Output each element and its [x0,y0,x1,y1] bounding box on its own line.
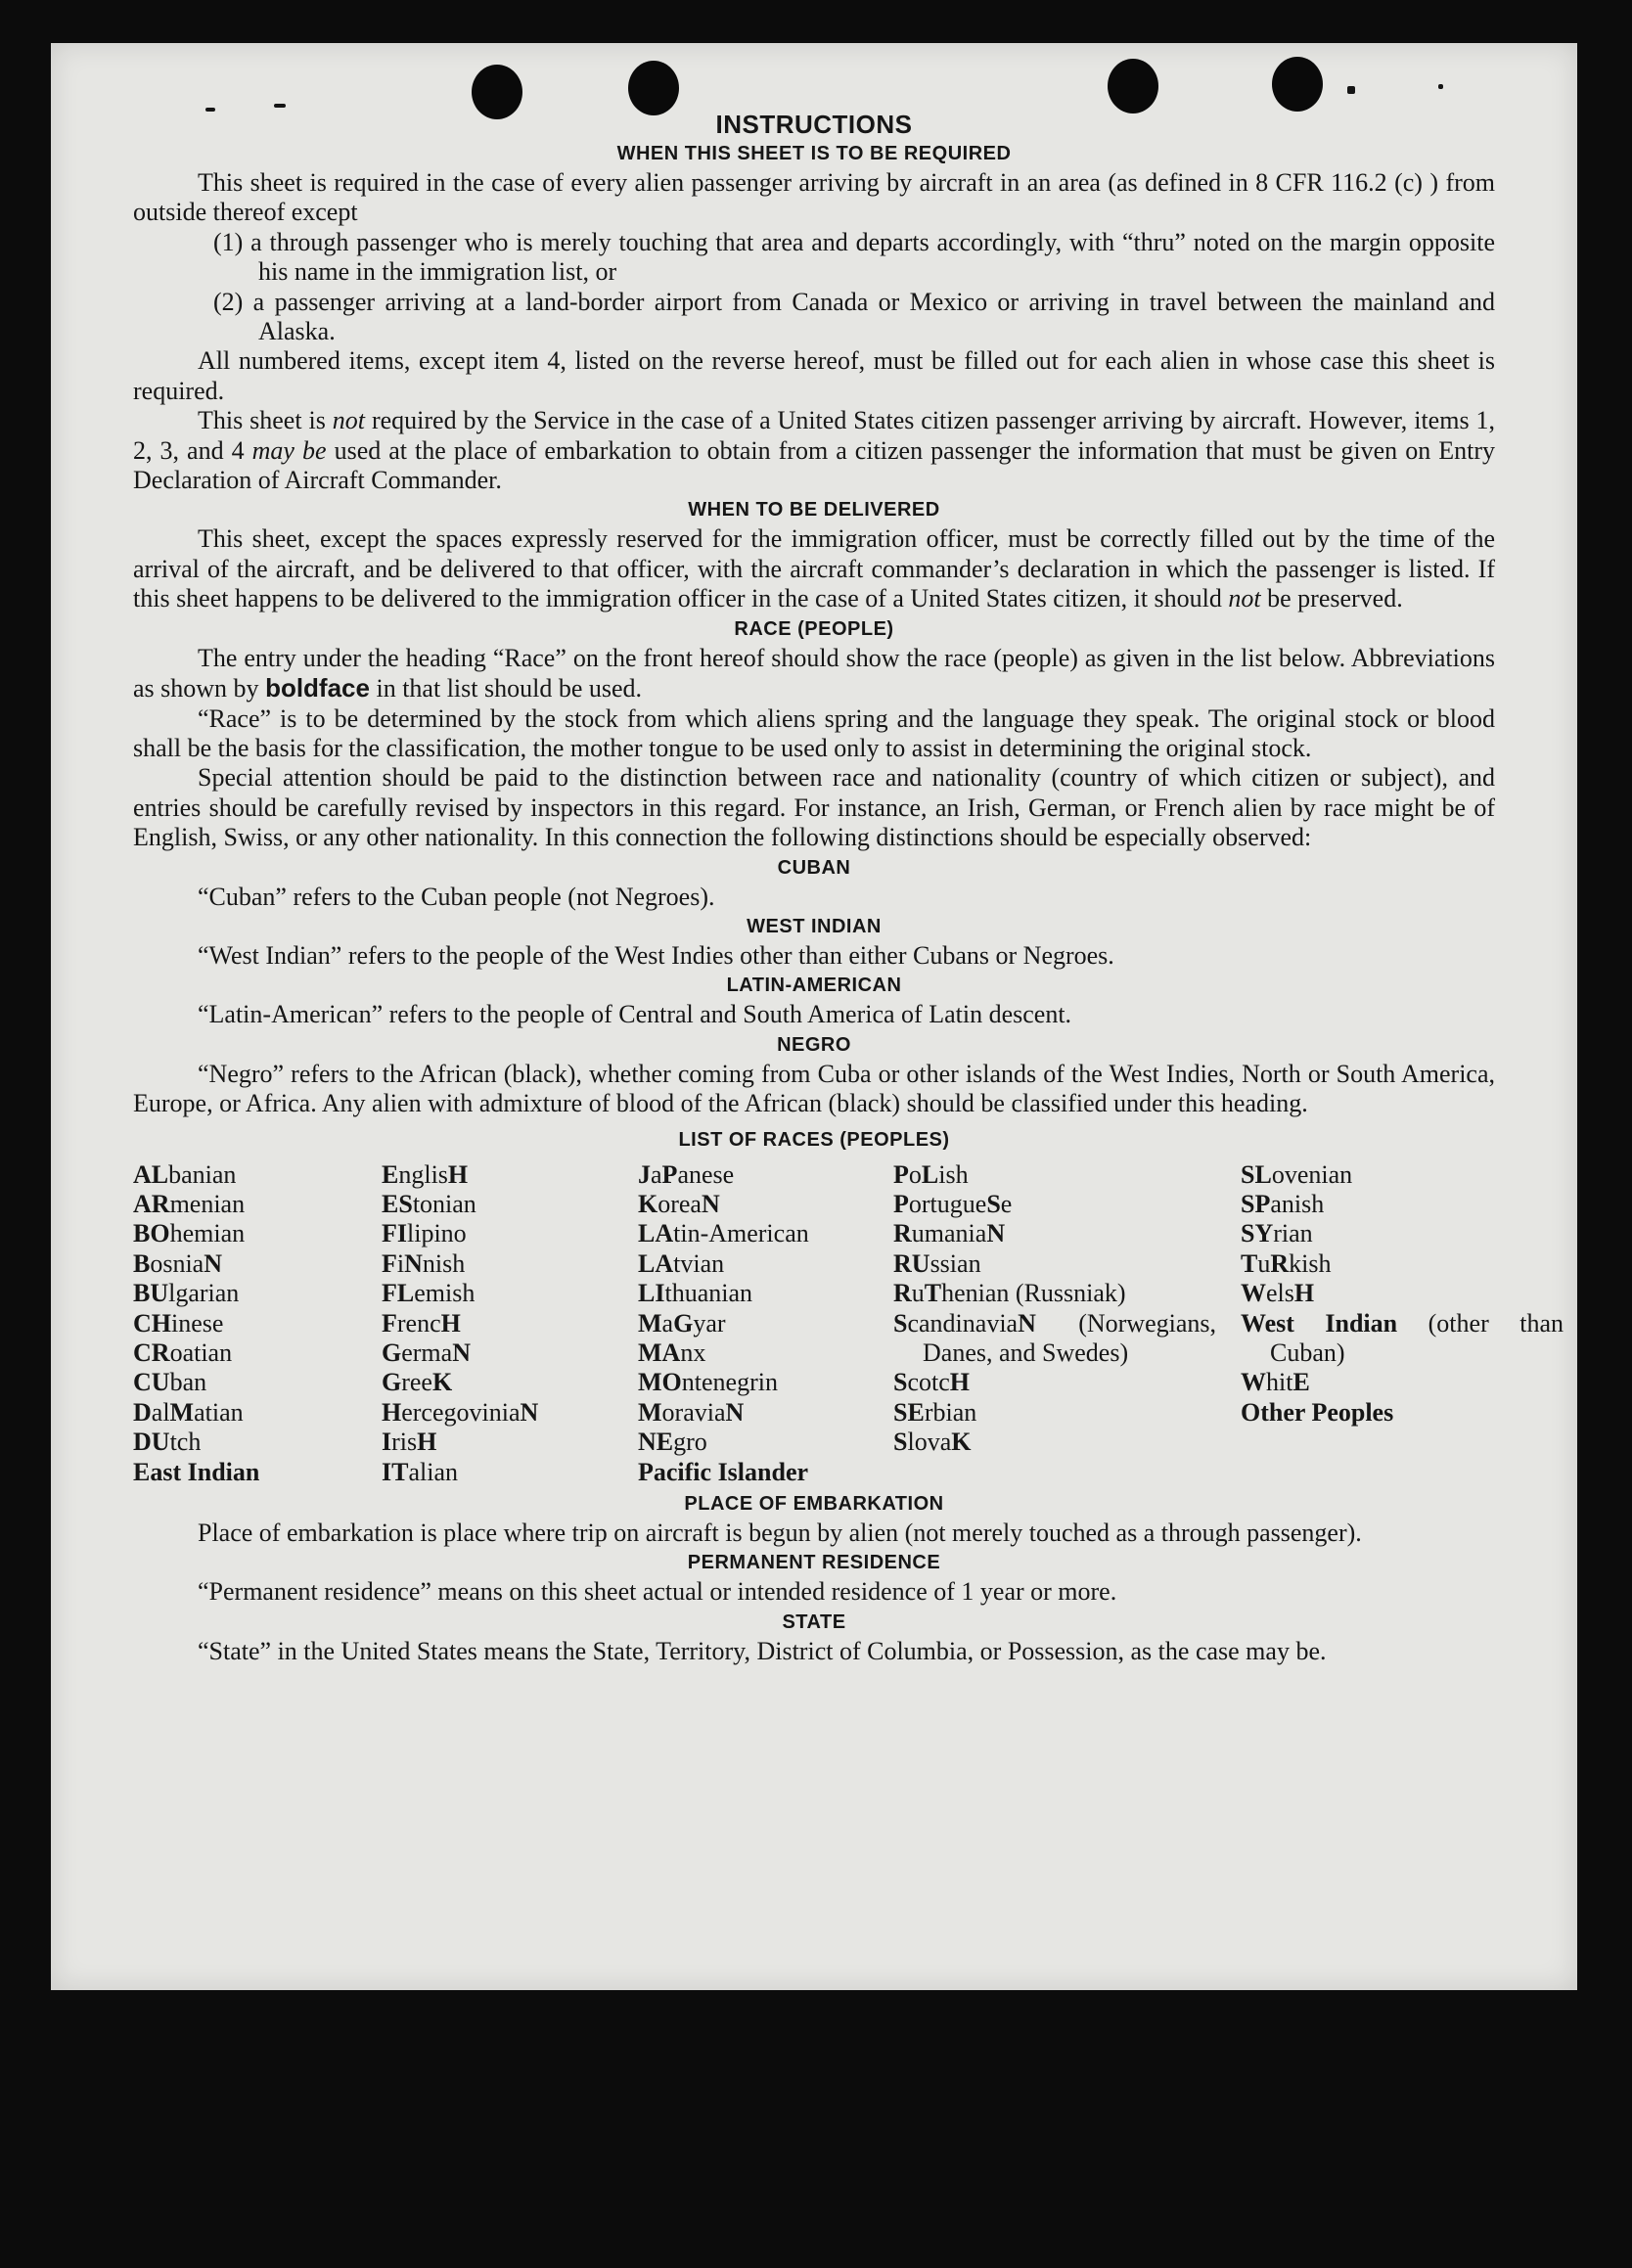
race-text: tonian [412,1189,476,1218]
race-abbrev: K [951,1428,972,1457]
race-text: rbian [924,1397,977,1427]
race-abbrev: H [447,1159,469,1189]
race-text: al [151,1397,170,1427]
race-item [1241,1368,1495,1397]
race-abbrev: Other Peoples [1241,1397,1394,1427]
race-text: banian [168,1159,237,1189]
list-item: (1) a through passenger who is merely touching that area and departs accordingly, with “thru” noted on the margin opposite his name in the immigration list, or [213,227,1495,287]
race-text: lgarian [168,1279,240,1308]
race-text: els [1266,1279,1294,1308]
race-abbrev: W [1241,1368,1266,1397]
race-abbrev: S [893,1308,908,1338]
paragraph [133,644,1495,704]
race-item [638,1160,893,1190]
race-text: osnia [150,1248,204,1278]
race-text: ban [169,1368,207,1397]
race-text: ree [401,1368,432,1397]
race-abbrev: S [893,1428,908,1457]
race-item [133,1398,382,1428]
race-abbrev: SY [1241,1219,1274,1248]
race-list [133,1159,1564,1487]
section-heading: CUBAN [777,856,851,879]
race-text: inese [171,1308,224,1338]
race-abbrev: ES [382,1189,413,1218]
race-abbrev: S [893,1368,908,1397]
race-text: nglis [398,1159,448,1189]
race-item [638,1338,893,1368]
punch-hole [1108,59,1158,113]
text: may be [251,435,327,465]
text: required by the Service in the case of a United States citizen passenger arriving by aircraft. However, items 1, 2, 3, and 4 [133,406,1495,465]
race-text: tch [169,1428,202,1457]
list-item: (2) a passenger arriving at a land-border airport from Canada or Mexico or arriving in travel between the mainland and Alaska. [213,287,1495,346]
race-abbrev: I [382,1428,392,1457]
race-text: cotc [907,1368,950,1397]
race-item [638,1249,893,1279]
paragraph: “Negro” refers to the African (black), whether coming from Cuba or other islands of the West Indies, North or South America, Europe, or Africa. Any alien with admixture of blood of the African (black) should be classified under this heading. [133,1059,1495,1118]
text: This sheet is [198,406,333,435]
paragraph: “West Indian” refers to the people of the West Indies other than either Cubans or Negroes. [198,940,1114,970]
race-abbrev: SE [893,1397,925,1427]
race-text: u [911,1279,925,1308]
race-text: anish [1270,1189,1325,1218]
race-text: gro [673,1428,707,1457]
section-heading: WHEN TO BE DELIVERED [688,499,940,522]
race-abbrev: G [382,1338,402,1367]
race-abbrev: CR [133,1338,170,1367]
section-heading: WHEN THIS SHEET IS TO BE REQUIRED [616,143,1012,164]
race-text: emish [414,1279,476,1308]
race-item [638,1309,893,1338]
race-item [382,1309,638,1338]
race-abbrev: F [382,1308,397,1338]
race-text: erma [401,1338,453,1367]
race-column [382,1160,638,1487]
section-heading: STATE [782,1610,846,1633]
paragraph: This sheet is required in the case of every alien passenger arriving by aircraft in an area (as defined in 8 CFR 116.2 (c) ) from outside thereof except [133,168,1495,227]
race-item [893,1190,1241,1219]
race-abbrev: NE [638,1428,674,1457]
text: The entry under the heading “Race” on the front hereof should show the race (people) as given in the list below. Abbreviations as shown by [133,643,1495,703]
race-abbrev: N [701,1189,720,1218]
race-item [638,1458,893,1487]
race-abbrev: FI [382,1219,407,1248]
race-item [382,1249,638,1279]
race-abbrev: E [1292,1368,1310,1397]
race-abbrev: AR [133,1189,170,1218]
race-abbrev: P [893,1159,909,1189]
race-item [133,1160,382,1190]
race-abbrev: H [1293,1279,1315,1308]
race-abbrev: M [169,1397,195,1427]
race-item [382,1458,638,1487]
text: not [332,406,366,435]
race-abbrev: T [924,1279,942,1308]
race-column [638,1160,893,1487]
speck [274,104,286,108]
race-text: nx [680,1338,706,1367]
race-text: lova [907,1428,952,1457]
race-text: (Norwegians, Danes, and Swedes) [923,1308,1216,1367]
race-text: ovenian [1271,1159,1353,1189]
race-abbrev: Pacific Islander [638,1457,809,1486]
race-item [1241,1249,1495,1279]
race-item [133,1219,382,1248]
race-item [638,1219,893,1248]
race-abbrev: N [452,1338,471,1367]
race-abbrev: BU [133,1279,169,1308]
paragraph: “State” in the United States means the State, Territory, District of Columbia, or Possession, as the case may be. [198,1636,1327,1665]
race-abbrev: P [893,1189,909,1218]
race-text: atian [194,1397,244,1427]
race-abbrev: West Indian [1241,1308,1398,1338]
race-text: oatian [169,1338,233,1367]
race-abbrev: SL [1241,1159,1272,1189]
race-item [638,1398,893,1428]
race-abbrev: MO [638,1368,682,1397]
race-item [893,1368,1241,1397]
race-item [1241,1219,1495,1248]
race-text: tin-American [673,1219,809,1248]
race-item [133,1249,382,1279]
race-item [638,1368,893,1397]
race-abbrev: R [893,1279,912,1308]
text: be preserved. [1260,584,1403,613]
race-abbrev: K [638,1189,658,1218]
race-item [382,1398,638,1428]
race-text: ssian [929,1248,981,1278]
race-abbrev: N [520,1397,539,1427]
race-abbrev: N [204,1248,223,1278]
race-abbrev: RU [893,1248,930,1278]
document-sheet [51,43,1577,1990]
race-item [133,1368,382,1397]
race-abbrev: N [986,1219,1006,1248]
section-heading: LIST OF RACES (PEOPLES) [678,1128,950,1151]
race-text: ntenegrin [681,1368,778,1397]
race-abbrev: CU [133,1368,170,1397]
race-text: ortugue [908,1189,987,1218]
paragraph: All numbered items, except item 4, listed on the reverse hereof, must be filled out for each alien in whose case this sheet is required. [133,346,1495,405]
race-abbrev: M [638,1308,662,1338]
race-abbrev: IT [382,1457,409,1486]
race-abbrev: N [404,1248,423,1278]
race-column [133,1160,382,1487]
race-text: hemian [169,1219,246,1248]
race-abbrev: MA [638,1338,681,1367]
race-abbrev: SP [1241,1189,1271,1218]
race-abbrev: East Indian [133,1457,260,1486]
race-item [382,1279,638,1308]
section-heading: LATIN-AMERICAN [726,975,902,997]
section-heading: PERMANENT RESIDENCE [687,1552,941,1574]
race-item [133,1338,382,1368]
race-abbrev: S [986,1189,1001,1218]
paragraph: Place of embarkation is place where trip on aircraft is begun by alien (not merely touched as a through passenger). [198,1519,1362,1548]
paragraph: “Race” is to be determined by the stock from which aliens spring and the language they speak. The original stock or blood shall be the basis for the classification, the mother tongue to be used only to assist in determining the original stock. [133,703,1495,762]
race-abbrev: N [1018,1308,1036,1338]
paragraph [133,524,1495,613]
race-text: kish [1289,1248,1332,1278]
race-text: ris [391,1428,418,1457]
text: in that list should be used. [369,674,643,703]
race-item [893,1219,1241,1248]
race-item [133,1428,382,1457]
text: not [1228,584,1261,613]
paragraph: “Permanent residence” means on this sheet actual or intended residence of 1 year or more. [198,1577,1117,1607]
race-text: menian [169,1189,246,1218]
race-abbrev: H [417,1428,437,1457]
race-abbrev: F [382,1248,397,1278]
race-abbrev: AL [133,1159,169,1189]
speck [1438,84,1443,89]
race-abbrev: BO [133,1219,170,1248]
race-abbrev: T [1241,1248,1258,1278]
race-column [893,1160,1241,1487]
race-abbrev: G [673,1308,694,1338]
race-text: umania [911,1219,987,1248]
race-text: yar [693,1308,726,1338]
race-text: rian [1273,1219,1313,1248]
race-text: lipino [407,1219,467,1248]
race-item [382,1428,638,1457]
paragraph: “Latin-American” refers to the people of Central and South America of Latin descent. [198,1000,1072,1029]
race-text: hit [1266,1368,1293,1397]
race-text: nish [422,1248,466,1278]
race-item [1241,1160,1495,1190]
race-column [1241,1159,1564,1487]
race-abbrev: K [431,1368,453,1397]
race-abbrev: CH [133,1308,171,1338]
race-abbrev: E [382,1159,399,1189]
section-heading: RACE (PEOPLE) [734,617,894,640]
race-item [133,1309,382,1338]
race-item [382,1190,638,1219]
section-heading: WEST INDIAN [747,915,882,937]
race-abbrev: N [725,1397,745,1427]
race-item [382,1219,638,1248]
race-text: e [1000,1189,1013,1218]
section-heading: PLACE OF EMBARKATION [684,1493,944,1516]
race-text: o [908,1159,922,1189]
race-text: thuanian [664,1279,752,1308]
race-text: ish [938,1159,969,1189]
instructions-body [133,110,1564,1666]
race-text: renc [396,1308,441,1338]
race-item [382,1338,638,1368]
race-item [1241,1398,1495,1428]
paragraph: Special attention should be paid to the distinction between race and nationality (country of which citizen or subject), and entries should be carefully revised by inspectors in this regard. For instance, an Irish, German, or French alien by race might be of English, Swiss, or any other nationality. In this connection the following distinctions should be especially observed: [133,763,1495,852]
race-abbrev: D [133,1397,152,1427]
race-abbrev: DU [133,1428,170,1457]
race-abbrev: J [638,1159,651,1189]
race-abbrev: L [921,1159,939,1189]
race-item [382,1368,638,1397]
race-abbrev: M [638,1397,662,1427]
race-text: a [661,1308,674,1338]
text: boldface [265,673,370,703]
race-abbrev: B [133,1248,151,1278]
race-text: (other than Cuban) [1270,1308,1564,1367]
race-abbrev: H [382,1397,402,1427]
race-abbrev: LA [638,1219,674,1248]
text: This sheet, except the spaces expressly reserved for the immigration officer, must be correctly filled out by the time of the arrival of the aircraft, and be delivered to that officer, with the aircraft commander’s declaration in which the passenger is listed. If this sheet happens to be delivered to the immigration officer in the case of a United States citizen, it should [133,524,1495,613]
punch-hole [1272,57,1323,112]
race-abbrev: FL [382,1279,415,1308]
speck [1347,86,1355,94]
race-text: a [651,1159,662,1189]
race-item [893,1160,1241,1190]
text: used at the place of embarkation to obtain from a citizen passenger the information that must be given on Entry Declaration of Aircraft Commander. [133,435,1495,495]
race-item [382,1160,638,1190]
race-item [1241,1190,1495,1219]
page-title: INSTRUCTIONS [715,110,913,139]
race-text: i [396,1248,405,1278]
race-item [638,1190,893,1219]
race-item [893,1428,1241,1457]
race-text: orea [657,1189,702,1218]
race-abbrev: G [382,1368,402,1397]
punch-hole [628,61,679,115]
paragraph [133,406,1495,495]
race-abbrev: W [1241,1279,1266,1308]
paragraph: “Cuban” refers to the Cuban people (not Negroes). [198,882,715,911]
race-abbrev: LI [638,1279,665,1308]
race-item [638,1279,893,1308]
race-text: u [1257,1248,1271,1278]
section-heading: NEGRO [777,1033,851,1056]
race-text: anese [677,1159,735,1189]
race-abbrev: LA [638,1248,674,1278]
race-text: henian (Russniak) [941,1279,1126,1308]
race-text: alian [408,1457,458,1486]
race-item [893,1398,1241,1428]
race-item [1241,1279,1495,1308]
race-abbrev: H [949,1368,971,1397]
race-text: tvian [673,1248,725,1278]
race-item [893,1249,1241,1279]
race-item [133,1190,382,1219]
race-abbrev: H [440,1308,461,1338]
race-text: ercegovinia [401,1397,521,1427]
race-item [133,1458,382,1487]
race-item [893,1309,1216,1369]
race-abbrev: R [893,1219,912,1248]
race-item [1241,1309,1564,1369]
race-item [893,1279,1241,1308]
race-abbrev: P [661,1159,678,1189]
race-item [638,1428,893,1457]
race-text: candinavia [907,1308,1019,1338]
race-abbrev: R [1270,1248,1290,1278]
race-item [133,1279,382,1308]
race-text: oravia [661,1397,726,1427]
